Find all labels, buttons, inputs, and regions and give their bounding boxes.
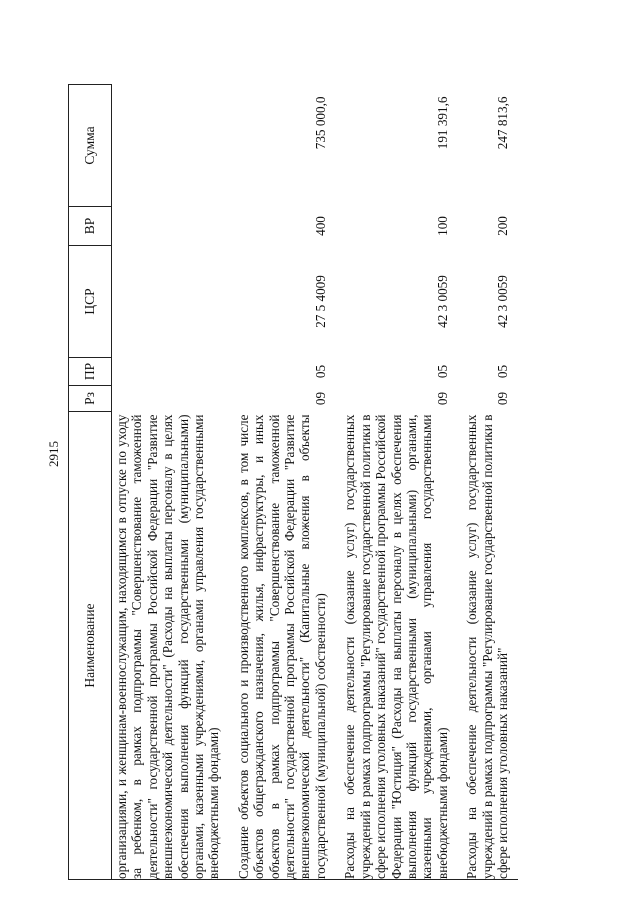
row-pr: 05 [494,364,510,379]
header-rz: Рз [69,386,112,412]
page-number: 2915 [46,441,61,467]
row-vr: 200 [494,216,510,236]
row-vr: 400 [312,216,328,236]
row-vr: 100 [434,216,450,236]
budget-table-sheet [68,25,588,880]
table-header-row [69,85,112,880]
row-name: Создание объектов социального и производственного комплексов, в том числе объектов общегражданского назначения, жилья, инфраструктуры, и иных объектов в рамках подпрограммы "Совершенствование таможенной деятельности" государственной программы Российской Федерации "Развитие внешнеэкономической деятельности" (Капитальные вложения в объекты государственной (муниципальной) собственности) [235,414,328,879]
row-pr: 05 [312,364,328,379]
row-sum: 735 000,0 [312,96,328,150]
header-pr: ПР [69,358,112,386]
row-csr: 42 3 0059 [494,275,510,328]
row-pr [112,358,230,386]
row-csr: 42 3 0059 [434,275,450,328]
row-csr: 27 5 4009 [312,275,328,328]
row-rz [112,386,230,412]
header-csr: ЦСР [69,246,112,358]
row-rz: 09 [494,391,510,406]
header-name: Наименование [69,412,112,880]
row-name: Расходы на обеспечение деятельности (оказание услуг) государственных учреждений в рамках подпрограммы "Регулирование государственной политики в сфере исполнения уголовных наказаний" [464,414,510,879]
table-row [230,85,336,880]
header-vr: ВР [69,207,112,246]
row-sum [112,85,230,207]
row-csr [112,246,230,358]
row-name: Расходы на обеспечение деятельности (оказание услуг) государственных учреждений в рамках подпрограммы "Регулирование государственной политики в сфере исполнения уголовных наказаний" государственной программы Российской Федерации "Юстиция" (Расходы на выплаты персоналу в целях обеспечения выполнения функций государственными (муниципальными) органами, казенными учреждениями, органами управления государственными внебюджетными фондами) [342,414,450,879]
header-sum: Сумма [69,85,112,207]
table-row [336,85,458,880]
row-name: организациями, и женщинам-военнослужащим, находящимся в отпуске по уходу за ребенком, в рамках подпрограммы "Совершенствование таможенной деятельности" государственной программы Российской Федерации "Развитие внешнеэкономической деятельности" (Расходы на выплаты персоналу в целях обеспечения выполнения функций государственными (муниципальными) органами, казенными учреждениями, органами управления государственными внебюджетными фондами) [114,414,222,879]
budget-table [68,84,518,880]
row-sum: 191 391,6 [434,96,450,150]
row-pr: 05 [434,364,450,379]
row-rz: 09 [312,391,328,406]
table-row [458,85,518,880]
table-row [112,85,230,880]
row-sum: 247 813,6 [494,96,510,150]
row-vr [112,207,230,246]
row-rz: 09 [434,391,450,406]
